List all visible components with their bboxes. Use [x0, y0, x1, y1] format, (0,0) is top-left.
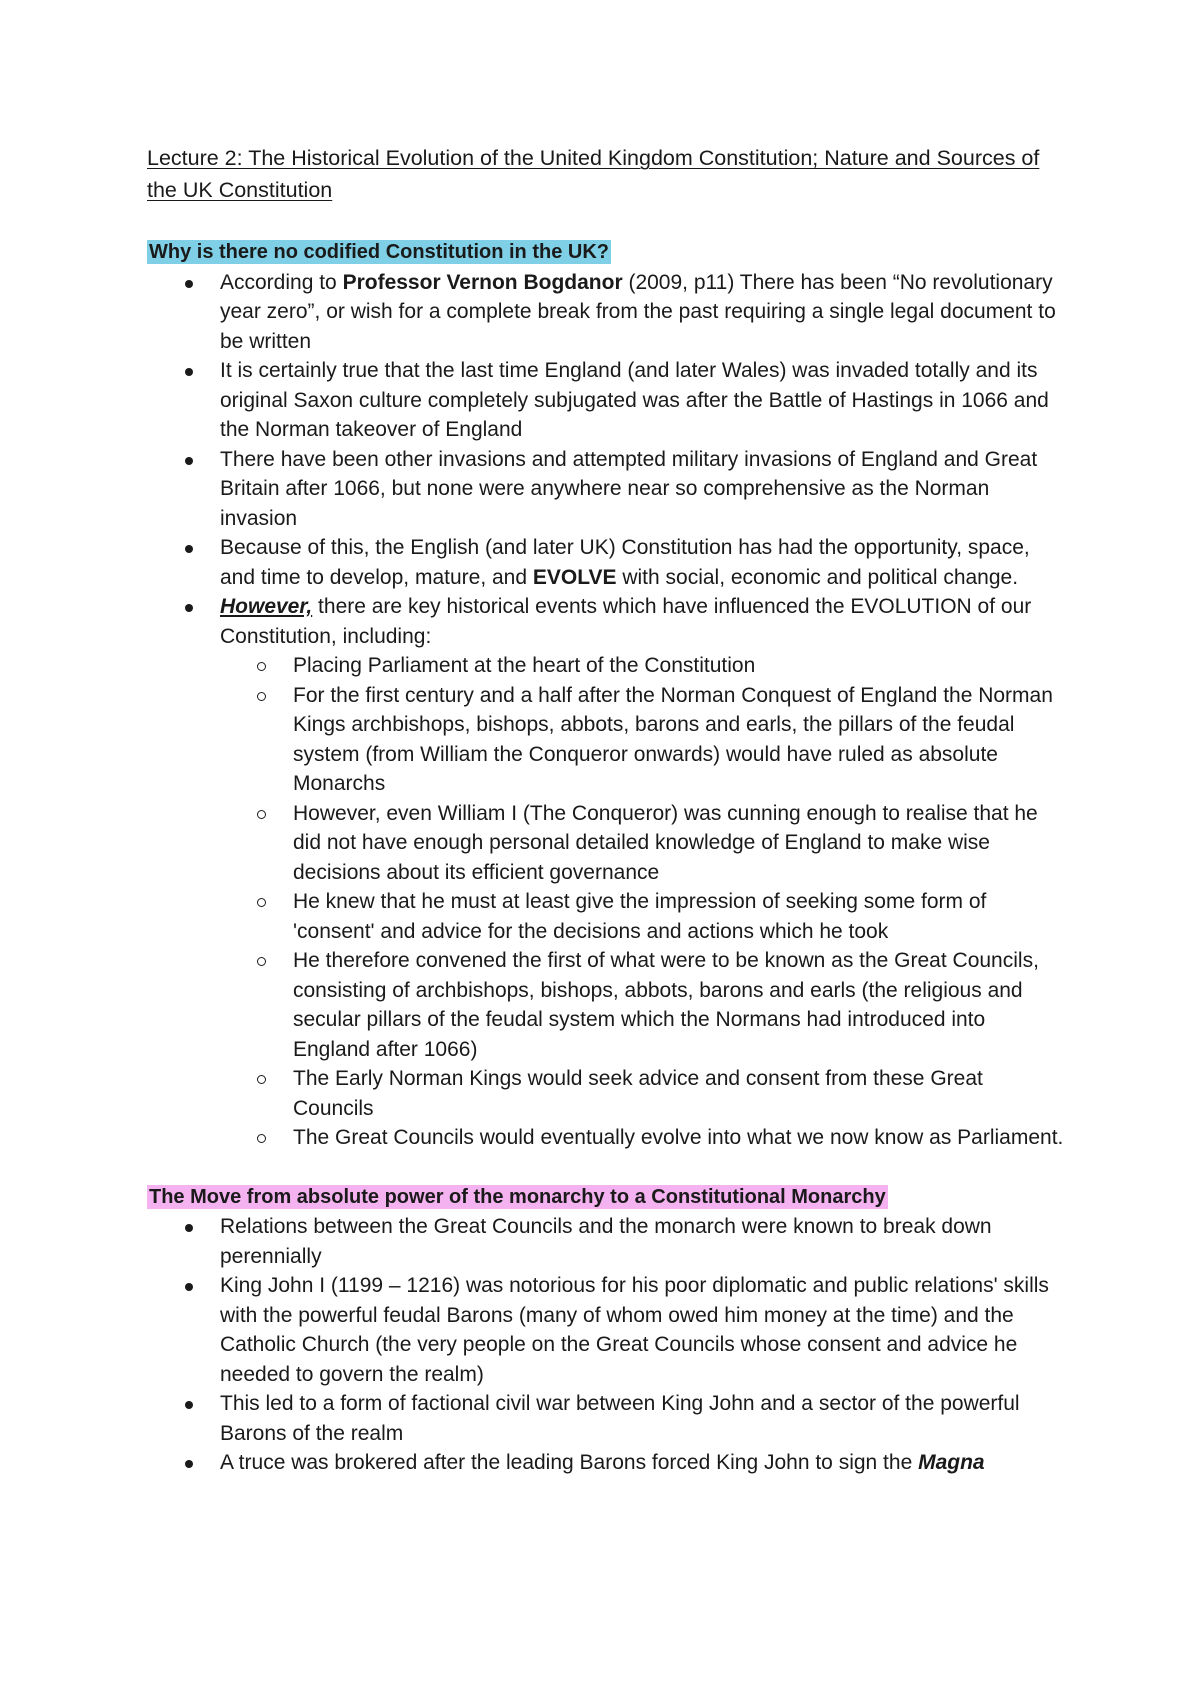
bullet-text: According to: [220, 270, 343, 294]
emphasis-text: Magna: [918, 1451, 985, 1474]
document-title: Lecture 2: The Historical Evolution of the United Kingdom Constitution; Nature and Sources of the UK Constitution: [147, 146, 1040, 202]
list-item: Relations between the Great Councils and the monarch were known to break down perennially: [147, 1212, 1067, 1271]
bullet-text: A truce was brokered after the leading Barons forced King John to sign the: [220, 1451, 919, 1474]
section-heading-monarchy: [147, 1183, 1067, 1213]
bold-text: EVOLVE: [532, 565, 617, 589]
list-item: King John I (1199 – 1216) was notorious for his poor diplomatic and public relations' skills with the powerful feudal Barons (many of whom owed him money at the time) and the Catholic Church (the very people on the Great Councils whose consent and advice he needed to govern the realm): [147, 1271, 1067, 1389]
bullet-list-codified: [147, 268, 1067, 1153]
spacer: [147, 1153, 1067, 1183]
list-item: [147, 268, 1067, 357]
list-item: It is certainly true that the last time England (and later Wales) was invaded totally and its original Saxon culture completely subjugated was after the Battle of Hastings in 1066 and the Norman takeover of England: [147, 356, 1067, 445]
heading-highlight: Why is there no codified Constitution in the UK?: [149, 241, 609, 263]
sub-list-item: However, even William I (The Conqueror) was cunning enough to realise that he did not have enough personal detailed knowledge of England to make wise decisions about its efficient governance: [220, 799, 1067, 888]
sub-list-item: He therefore convened the first of what were to be known as the Great Councils, consisting of archbishops, bishops, abbots, barons and earls (the religious and secular pillars of the feudal system which the Normans had introduced into England after 1066): [220, 946, 1067, 1064]
sub-list-item: For the first century and a half after the Norman Conquest of England the Norman Kings archbishops, bishops, abbots, barons and earls, the pillars of the feudal system (from William the Conqueror onwards) would have ruled as absolute Monarchs: [220, 681, 1067, 799]
list-item: [147, 592, 1067, 1153]
list-item: There have been other invasions and attempted military invasions of England and Great Britain after 1066, but none were anywhere near so comprehensive as the Norman invasion: [147, 445, 1067, 534]
sub-bullet-list: [220, 651, 1067, 1153]
list-item: [147, 533, 1067, 592]
heading-highlight: The Move from absolute power of the monarchy to a Constitutional Monarchy: [149, 1185, 886, 1208]
bullet-list-monarchy: [147, 1212, 1067, 1478]
bullet-text: Because of this, the English (and later UK) Constitution has had the opportunity, space, and time to develop, mature, and: [220, 536, 1030, 589]
section-heading-codified: [147, 238, 1067, 268]
sub-list-item: The Early Norman Kings would seek advice and consent from these Great Councils: [220, 1064, 1067, 1123]
bullet-text: there are key historical events which have influenced the EVOLUTION of our Constitution, including:: [220, 595, 1032, 648]
bold-text: Professor Vernon Bogdanor: [342, 270, 623, 294]
list-item: This led to a form of factional civil war between King John and a sector of the powerful Barons of the realm: [147, 1389, 1067, 1448]
bullet-text: (2009, p11) There has been “No revolutionary year zero”, or wish for a complete break from the past requiring a single legal document to be written: [220, 270, 1056, 353]
bullet-text: with social, economic and political change.: [616, 565, 1019, 589]
sub-list-item: The Great Councils would eventually evolve into what we now know as Parliament.: [220, 1123, 1067, 1153]
sub-list-item: Placing Parliament at the heart of the Constitution: [220, 651, 1067, 681]
emphasis-text: However,: [220, 595, 313, 618]
list-item: [147, 1448, 1067, 1478]
document-page: [147, 142, 1067, 1478]
sub-list-item: He knew that he must at least give the impression of seeking some form of 'consent' and advice for the decisions and actions which he took: [220, 887, 1067, 946]
